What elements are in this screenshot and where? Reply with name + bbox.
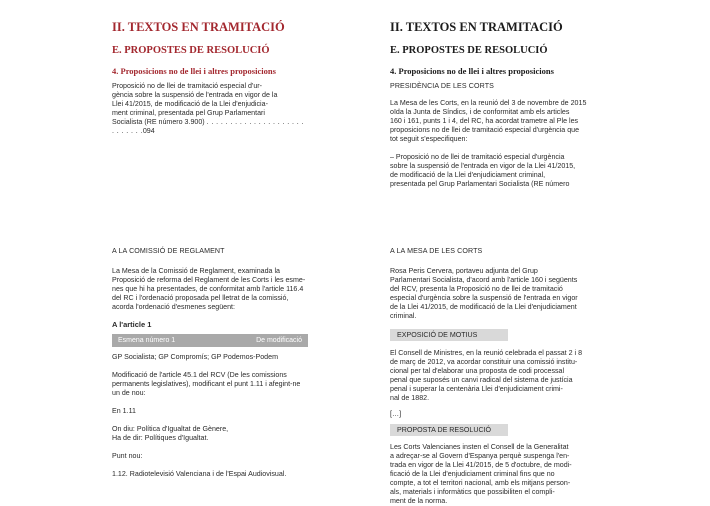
text-line: tot seguit s'especifiquen: (390, 135, 468, 143)
article-heading: A l'article 1 (112, 320, 152, 329)
text-line: nes que hi ha presentades, de conformitat amb l'article 116.4 (112, 285, 304, 293)
text-line: criminal. (390, 312, 417, 320)
text-line: ficació de la Llei d'enjudiciament criminal fins que no (390, 470, 555, 478)
text-line: nal de 1882. (390, 394, 430, 402)
text-line: un de nou: (112, 389, 146, 397)
subsection-title: E. PROPOSTES DE RESOLUCIÓ (112, 45, 270, 56)
point-ref: En 1.11 (112, 407, 136, 415)
toc-line: ment criminal, presentada pel Grup Parlamentari (112, 109, 265, 117)
mesa-paragraph (390, 267, 590, 321)
should-say-line: Ha de dir: Polítiques d'Igualtat. (112, 434, 209, 442)
text-line: La Mesa de les Corts, en la reunió del 3 de novembre de 2015 (390, 99, 587, 107)
new-point-text: 1.12. Radiotelevisió Valenciana i de l'Espai Audiovisual. (112, 470, 287, 478)
item-title: 4. Proposicions no de llei i altres proposicions (390, 66, 554, 76)
mesa-caption: A LA MESA DE LES CORTS (390, 247, 483, 255)
motives-paragraph (390, 349, 590, 403)
amendment-bar (112, 334, 308, 347)
text-line: trada en vigor de la Llei 41/2015, de 5 d'octubre, de modi- (390, 461, 572, 469)
groups-line: GP Socialista; GP Compromís; GP Podemos-Podem (112, 353, 278, 361)
text-line: compte, a tot el territori nacional, amb els mitjans person- (390, 479, 571, 487)
motives-heading-box: EXPOSICIÓ DE MOTIUS (390, 329, 508, 341)
amendment-number: Esmena número 1 (118, 337, 176, 344)
text-line: proposicions no de llei de tramitació especial d'urgència que (390, 126, 580, 134)
text-line: de la Llei 41/2015, de modificació de la Llei d'enjudiciament (390, 303, 577, 311)
says-line: On diu: Política d'Igualtat de Gènere, (112, 425, 229, 433)
toc-line: gència sobre la suspensió de l'entrada en vigor de la (112, 91, 278, 99)
text-line: especial d'urgència sobre la suspensió de l'entrada en vigor (390, 294, 578, 302)
text-line: penal que suposés un canvi radical del sistema de justícia (390, 376, 573, 384)
committee-paragraph (112, 267, 308, 312)
presidency-paragraph (390, 99, 590, 144)
proposal-paragraph (390, 153, 590, 189)
resolution-paragraph (390, 443, 590, 506)
right-bottom-block (390, 247, 590, 506)
modification-paragraph (112, 371, 308, 398)
subsection-title: E. PROPOSTES DE RESOLUCIÓ (390, 45, 548, 56)
amendment-type: De modificació (256, 337, 302, 344)
toc-line: Llei 41/2015, de modificació de la Llei d'enjudicia- (112, 100, 268, 108)
section-title: II. TEXTOS EN TRAMITACIÓ (390, 20, 563, 34)
ellipsis: […] (390, 410, 402, 418)
text-line: oïda la Junta de Síndics, i de conformitat amb els articles (390, 108, 570, 116)
text-line: de modificació de la Llei d'enjudiciament criminal, (390, 171, 546, 179)
text-line: de març de 2012, va acordar constituir una comissió institu- (390, 358, 578, 366)
text-line: sobre la suspensió de l'entrada en vigor de la Llei 41/2015, (390, 162, 576, 170)
toc-last-line (112, 118, 308, 136)
text-line: 160 i 161, punts 1 i 4, del RC, ha acordat trametre al Ple les (390, 117, 579, 125)
text-line: Rosa Peris Cervera, portaveu adjunta del Grup (390, 267, 538, 275)
text-line: del RC i l'ordenació proposada pel lletrat de la comissió, (112, 294, 289, 302)
toc-page-number: 094 (142, 127, 155, 135)
item-title: 4. Proposicions no de llei i altres proposicions (112, 66, 276, 76)
text-line: del RCV, presenta la Proposició no de llei de tramitació (390, 285, 563, 293)
text-line: presentada pel Grup Parlamentari Socialista (RE número (390, 180, 570, 188)
text-line: – Proposició no de llei de tramitació especial d'urgència (390, 153, 565, 161)
resolution-heading-box: PROPOSTA DE RESOLUCIÓ (390, 424, 508, 436)
committee-caption: A LA COMISSIÓ DE REGLAMENT (112, 247, 225, 255)
text-line: cional per tal d'elaborar una proposta de codi processal (390, 367, 565, 375)
toc-dots: . . . . . . . . . . . . . . . . . . . . . . . . . . . . (112, 118, 304, 135)
text-line: a adreçar-se al Govern d'Espanya perquè suspenga l'en- (390, 452, 570, 460)
text-line: permanents legislatives), modificant el punt 1.11 i afegint-ne (112, 380, 301, 388)
section-title: II. TEXTOS EN TRAMITACIÓ (112, 20, 285, 34)
new-point-label: Punt nou: (112, 452, 143, 460)
text-line: Parlamentari Socialista, d'acord amb l'article 160 i següents (390, 276, 578, 284)
text-line: ment de la norma. (390, 497, 448, 505)
text-line: El Consell de Ministres, en la reunió celebrada el passat 2 i 8 (390, 349, 583, 357)
text-line: penal i superar la centenària Llei d'enjudiciament crimi- (390, 385, 563, 393)
left-bottom-block (112, 247, 308, 479)
left-top-block (112, 20, 308, 136)
toc-line: Proposició no de llei de tramitació especial d'ur- (112, 82, 263, 90)
text-line: Proposició de reforma del Reglament de les Corts i les esme- (112, 276, 306, 284)
text-line: Les Corts Valencianes insten el Consell de la Generalitat (390, 443, 569, 451)
right-top-block (390, 20, 590, 189)
presidency-caption: PRESIDÈNCIA DE LES CORTS (390, 82, 494, 90)
text-line: als, materials i informàtics que possibiliten el compli- (390, 488, 555, 496)
toc-last-text: Socialista (RE número 3.900) (112, 118, 205, 126)
text-line: Modificació de l'article 45.1 del RCV (De les comissions (112, 371, 287, 379)
text-line: acorda l'ordenació d'esmenes següent: (112, 303, 235, 311)
text-line: La Mesa de la Comissió de Reglament, examinada la (112, 267, 280, 275)
toc-entry[interactable] (112, 82, 308, 136)
